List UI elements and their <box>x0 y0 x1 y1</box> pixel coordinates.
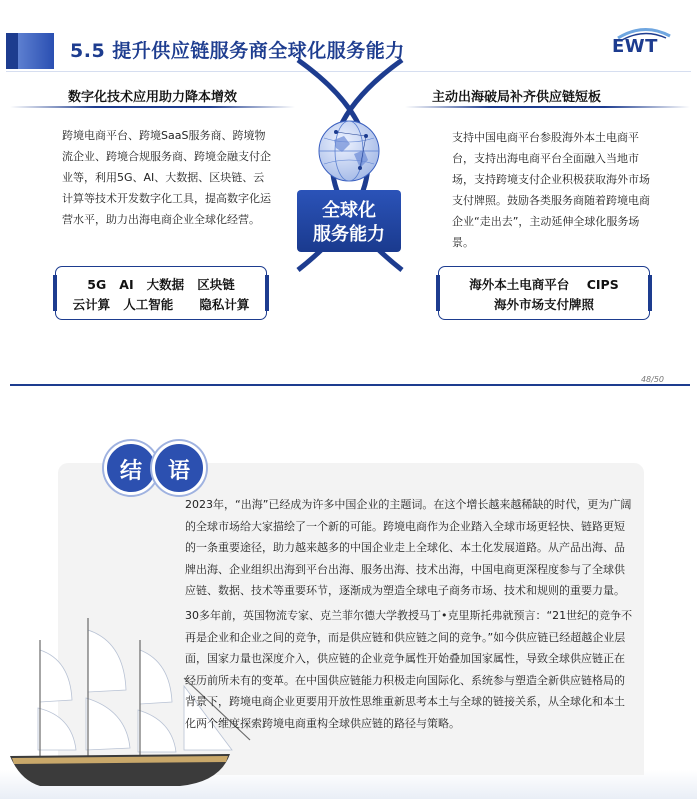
right-keywords-line2: 海外市场支付牌照 <box>493 297 594 312</box>
center-label-line1: 全球化 <box>322 200 376 221</box>
page-number: 48/50 <box>638 375 667 384</box>
left-paragraph: 跨境电商平台、跨境SaaS服务商、跨境物流企业、跨境合规服务商、跨境金融支付企业等，利用5G、AI、大数据、区块链、云计算等技术开发数字化工具，提高数字化运营水平，助力出海电商企业全球化经营。 <box>62 129 271 226</box>
right-keyword-box <box>438 266 650 320</box>
conclusion-paragraph-1: 2023年，“出海”已经成为许多中国企业的主题词。在这个增长越来越稀缺的时代，更为广阔的全球市场给大家描绘了一个新的可能。跨境电商作为企业踏入全球市场更轻快、链路更短的一条重要途径，助力越来越多的中国企业走上全球化、本土化发展道路。从产品出海、品牌出海、企业组织出海到平台出海、服务出海、技术出海，中国电商更深程度参与了全球供应链、数据、技术等重要环节，逐渐成为塑造全球电子商务市场、技术和规则的重要力量。 <box>185 498 632 597</box>
ewt-logo <box>612 24 676 64</box>
conclusion-paragraph-2: 30多年前，英国物流专家、克兰菲尔德大学教授马丁•克里斯托弗就预言：“21世纪的竞争不再是企业和企业之间的竞争，而是供应链和供应链之间的竞争。”如今供应链已经超越企业层面，国家力量也深度介入，供应链的企业竞争属性开始叠加国家属性，导致全球供应链正在经历前所未有的变革。在中国供应链能力积极走向国际化、系统参与塑造全新供应链格局的背景下，跨境电商企业更要用开放性思维重新思考本土与全球的链接关系，从全球化和本土化两个维度探索跨境电商重构全球供应链的路径与策略。 <box>185 609 633 730</box>
conclusion-char1-text: 结 <box>119 459 142 484</box>
right-heading: 主动出海破局补齐供应链短板 <box>432 90 602 105</box>
conclusion-title-char1 <box>104 441 158 495</box>
page-divider <box>10 384 690 386</box>
section-title: 5.5 提升供应链服务商全球化服务能力 <box>70 40 405 62</box>
globe-network-icon <box>316 118 382 184</box>
left-keywords-line1: 5G AI 大数据 区块链 <box>87 277 235 292</box>
center-label-line2: 服务能力 <box>313 224 385 245</box>
logo-text: EWT <box>612 36 658 57</box>
right-paragraph: 支持中国电商平台参股海外本土电商平台，支持出海电商平台全面融入当地市场，支持跨境支付企业积极获取海外市场支付牌照。鼓励各类服务商随着跨境电商企业“走出去”，主动延伸全球化服务场景。 <box>452 131 650 249</box>
conclusion-char2-text: 语 <box>167 459 190 484</box>
left-keywords-line2: 云计算 人工智能 隐私计算 <box>72 297 250 312</box>
center-globe-block <box>297 118 401 288</box>
conclusion-title-char2 <box>152 441 206 495</box>
header-accent-bar-light <box>18 33 54 69</box>
right-keywords-line1: 海外本土电商平台 CIPS <box>469 277 619 292</box>
left-heading: 数字化技术应用助力降本增效 <box>68 90 238 105</box>
